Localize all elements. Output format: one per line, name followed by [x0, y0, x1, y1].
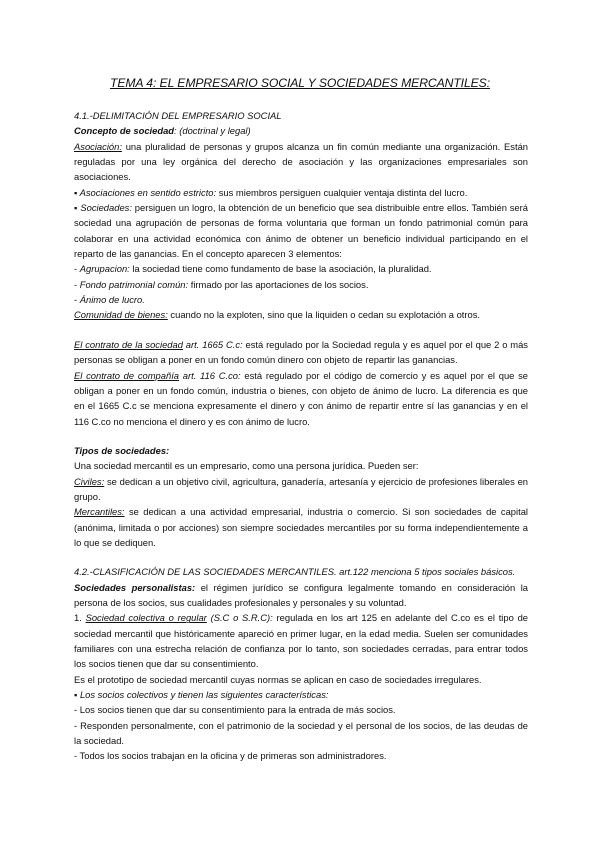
bullet-sociedades-text: persiguen un logro, la obtención de un beneficio que sea distribuible entre ellos. También será sociedad una agrupación de personas de forma voluntaria que forman un fondo patrimonial común para colaborar en una actividad económica con ánimo de obtener un beneficio individual participando en el reparto de las ganancias. En el concepto aparecen 3 elementos:	[74, 202, 528, 260]
concepto-note: : (doctrinal y legal)	[174, 125, 251, 137]
contrato-sociedad-paragraph	[74, 337, 528, 368]
caracteristicas-heading	[74, 687, 528, 702]
sociedad-colectiva-paragraph	[74, 610, 528, 671]
section-4-1-heading	[74, 108, 528, 123]
contrato-compania-text: está regulado por el código de comercio y es aquel por el que se obligan a poner en un fondo común, industria o bienes, con objeto de ánimo de lucro. La diferencia es que en el 1665 C.c se menciona expresamente el dinero y con ánimo de repartir entre sí las ganancias y en el 116 C.co no menciona el dinero y es con ánimo de lucro.	[74, 369, 529, 427]
contrato-compania-term: El contrato de compañía	[74, 369, 180, 381]
mercantiles-paragraph	[74, 504, 528, 550]
dash-marker: -	[74, 294, 80, 306]
caracteristica-1: - Los socios tienen que dar su consentimiento para la entrada de más socios.	[74, 704, 396, 716]
section-heading-text: 4.1.-DELIMITACIÓN DEL EMPRESARIO SOCIAL	[74, 110, 282, 121]
personalistas-term: Sociedades personalistas:	[74, 581, 196, 593]
contrato-compania-paragraph	[74, 368, 528, 429]
caracteristicas-heading-text: Los socios colectivos y tienen las siguientes características:	[79, 689, 329, 701]
sociedad-colectiva-term: Sociedad colectiva o regular	[85, 612, 207, 624]
caracteristica-2: - Responden personalmente, con el patrimonio de la sociedad y el personal de los socios, de las deudas de la sociedad.	[74, 719, 528, 747]
caracteristica-3: - Todos los socios trabajan en la oficina y de primeras son administradores.	[74, 750, 387, 762]
elemento-text: la sociedad tiene como fundamento de base la asociación, la pluralidad.	[129, 263, 432, 275]
tipos-intro: Una sociedad mercantil es un empresario, como una persona jurídica. Pueden ser:	[74, 460, 419, 472]
elemento-term: Agrupacion:	[79, 263, 130, 275]
document-body	[74, 108, 528, 764]
bullet-marker: ▪	[74, 202, 81, 214]
elemento-text: firmado por las aportaciones de los socios.	[188, 278, 369, 290]
sociedad-colectiva-abbr: (S.C o S.R.C):	[206, 612, 273, 624]
mercantiles-text: se dedican a una actividad empresarial, industria o comercio. Si son sociedades de capital (anónima, limitada o por acciones) son siempre sociedades mercantiles por su forma independientemente a lo que se dediquen.	[74, 506, 528, 548]
elemento-animo	[74, 292, 528, 307]
elemento-term: Ánimo de lucro.	[79, 294, 145, 306]
concepto-label: Concepto de sociedad	[74, 125, 175, 137]
concepto-line	[74, 123, 528, 138]
bullet-marker: ▪	[74, 689, 80, 701]
tipos-heading	[74, 443, 528, 458]
contrato-compania-ref: art. 116 C.co:	[179, 369, 241, 381]
civiles-paragraph	[74, 474, 528, 505]
personalistas-paragraph	[74, 580, 528, 611]
comunidad-term: Comunidad de bienes:	[74, 309, 168, 321]
dash-marker: -	[74, 263, 80, 275]
tipos-heading-text: Tipos de sociedades:	[74, 444, 170, 456]
bullet-asociaciones-text: sus miembros persiguen cualquier ventaja distinta del lucro.	[216, 186, 468, 198]
asociacion-term: Asociación:	[74, 140, 122, 152]
item-number: 1.	[74, 612, 86, 624]
personalistas-text: el régimen jurídico se configura legalmente tomando en consideración la persona de los socios, sus cualidades profesionales y personales y su voluntad.	[74, 581, 529, 608]
bullet-sociedades-term: Sociedades:	[80, 202, 132, 214]
elemento-agrupacion	[74, 261, 528, 276]
mercantiles-term: Mercantiles:	[74, 506, 125, 518]
bullet-sociedades	[74, 200, 528, 261]
comunidad-text: cuando no la exploten, sino que la liquiden o cedan su explotación a otros.	[167, 309, 481, 321]
asociacion-paragraph	[74, 139, 528, 185]
dash-marker: -	[74, 278, 80, 290]
section-4-2-heading	[74, 564, 528, 579]
asociacion-text: una pluralidad de personas y grupos alcanza un fin común mediante una organización. Están reguladas por una ley orgánica del derecho de asociación y las organizaciones empresariales son asociaciones.	[74, 140, 528, 183]
civiles-text: se dedican a un objetivo civil, agricultura, ganadería, artesanía y ejercicio de profesiones liberales en grupo.	[74, 475, 528, 502]
section-heading-text: 4.2.-CLASIFICACIÓN DE LAS SOCIEDADES MERCANTILES. art.122 menciona 5 tipos sociales básicos.	[74, 566, 516, 578]
elemento-term: Fondo patrimonial común:	[79, 278, 189, 290]
sociedad-colectiva-text: regulada en los art 125 en adelante del C.co es el tipo de sociedad mercantil que históricamente apareció en primer lugar, en la edad media. Suelen ser comunidades familiares con una estrecha relación de confianza por lo tanto, son sociedades cerradas, para entrar todos los socios tienen que dar su consentimiento.	[74, 612, 528, 670]
civiles-term: Civiles:	[74, 475, 105, 487]
bullet-asociaciones	[74, 185, 528, 200]
page-title: TEMA 4: EL EMPRESARIO SOCIAL Y SOCIEDADES MERCANTILES:	[110, 76, 490, 90]
comunidad-paragraph	[74, 307, 528, 322]
contrato-sociedad-text: está regulado por la Sociedad regula y es aquel por el que 2 o más personas se obligan a poner en un fondo común dinero con objeto de repartir las ganancias.	[74, 338, 528, 366]
contrato-sociedad-term: El contrato de la sociedad	[74, 338, 183, 350]
bullet-asociaciones-term: ▪ Asociaciones en sentido estricto:	[74, 186, 217, 198]
contrato-sociedad-ref: art. 1665 C.c:	[182, 338, 243, 350]
elemento-fondo	[74, 277, 528, 292]
prototipo-line: Es el prototipo de sociedad mercantil cuyas normas se aplican en caso de sociedades irregulares.	[74, 673, 482, 685]
